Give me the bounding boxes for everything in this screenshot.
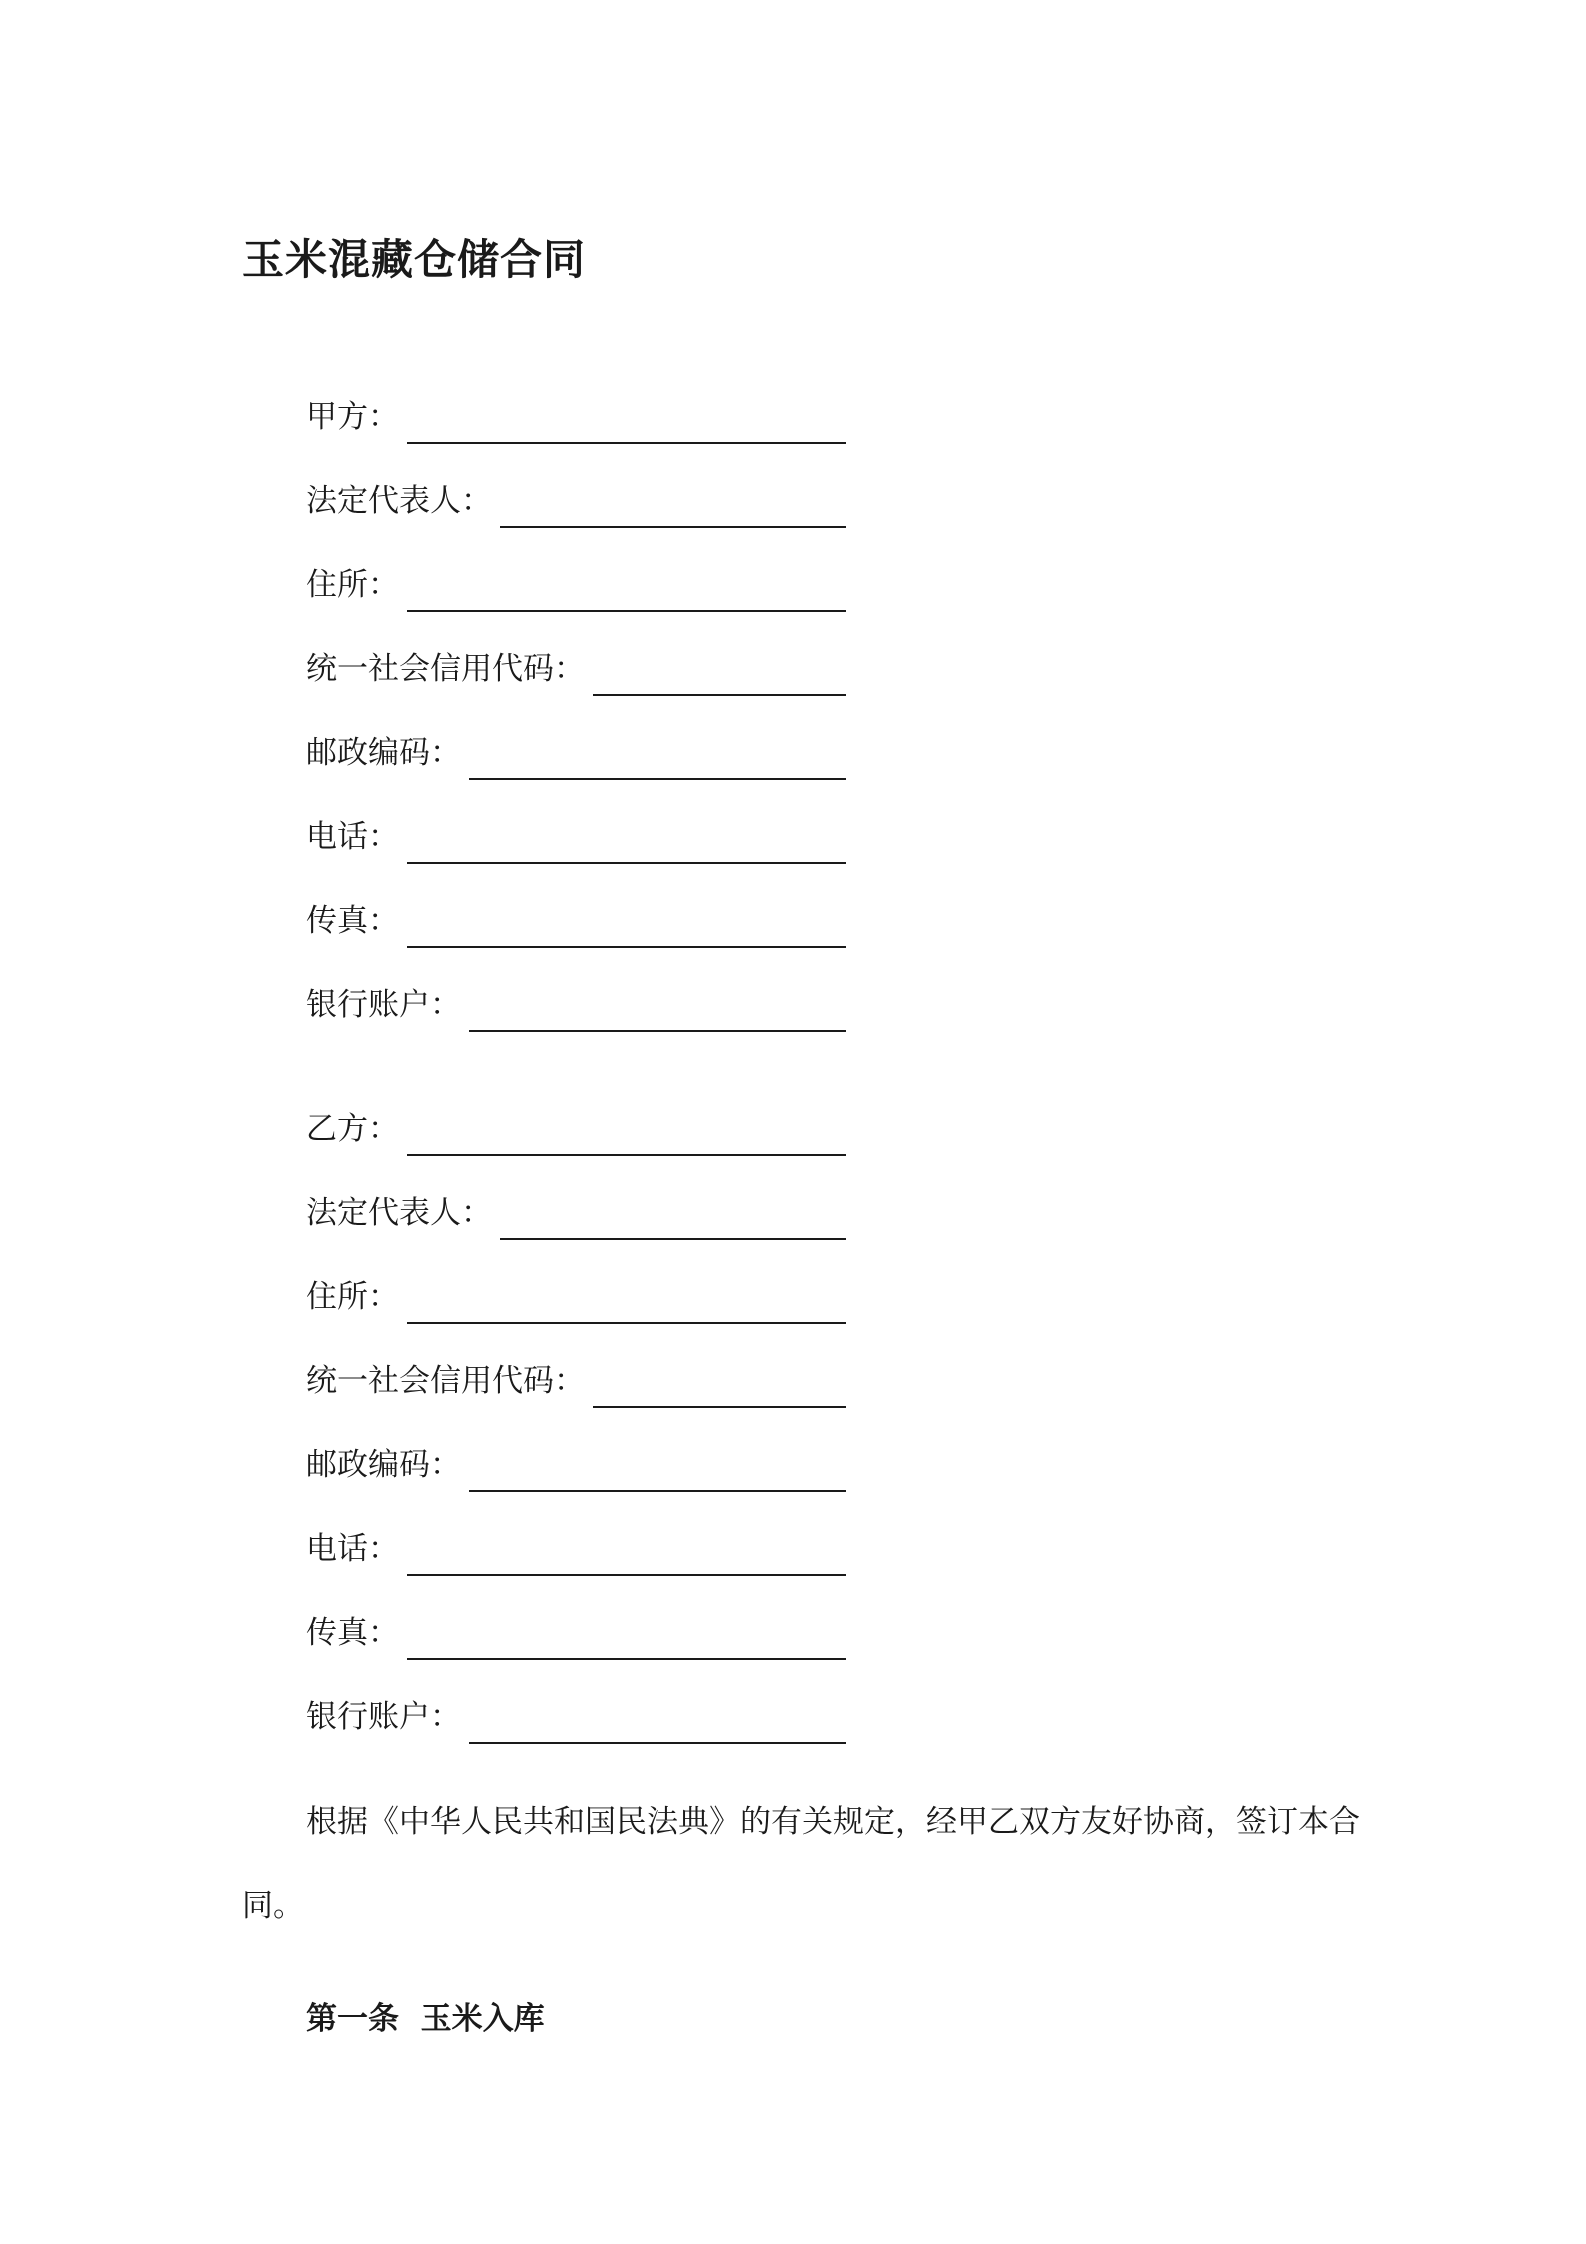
party-b-postal-code-label: 邮政编码：: [306, 1447, 461, 1483]
party-a-postal-code-row: [306, 696, 846, 780]
party-a-name-label: 甲方：: [306, 399, 399, 435]
party-b-section: [306, 1072, 846, 1744]
party-b-phone-label: 电话：: [306, 1531, 399, 1567]
party-a-bank-account-row: [306, 948, 846, 1032]
party-a-phone-blank[interactable]: [407, 816, 846, 864]
article-1-heading: 第一条 玉米入库: [306, 2001, 545, 2037]
party-a-name-blank[interactable]: [407, 396, 846, 444]
party-a-credit-code-row: [306, 612, 846, 696]
party-b-phone-row: [306, 1492, 846, 1576]
party-b-postal-code-row: [306, 1408, 846, 1492]
party-b-name-blank[interactable]: [407, 1108, 846, 1156]
party-b-fax-label: 传真：: [306, 1615, 399, 1651]
party-a-phone-label: 电话：: [306, 819, 399, 855]
party-b-legal-rep-row: [306, 1156, 846, 1240]
party-a-fax-label: 传真：: [306, 903, 399, 939]
party-b-name-label: 乙方：: [306, 1111, 399, 1147]
party-a-address-label: 住所：: [306, 567, 399, 603]
party-a-postal-code-blank[interactable]: [469, 732, 846, 780]
party-a-address-row: [306, 528, 846, 612]
party-a-legal-rep-row: [306, 444, 846, 528]
party-a-bank-account-label: 银行账户：: [306, 987, 461, 1023]
party-b-credit-code-label: 统一社会信用代码：: [306, 1363, 585, 1399]
party-a-address-blank[interactable]: [407, 564, 846, 612]
party-b-legal-rep-label: 法定代表人：: [306, 1195, 492, 1231]
party-a-phone-row: [306, 780, 846, 864]
party-b-credit-code-blank[interactable]: [593, 1360, 846, 1408]
party-a-fax-blank[interactable]: [407, 900, 846, 948]
party-a-name-row: [306, 360, 846, 444]
party-a-credit-code-label: 统一社会信用代码：: [306, 651, 585, 687]
party-a-bank-account-blank[interactable]: [469, 984, 846, 1032]
document-title: 玉米混藏仓储合同: [242, 235, 587, 284]
party-a-fax-row: [306, 864, 846, 948]
party-b-bank-account-label: 银行账户：: [306, 1699, 461, 1735]
party-b-credit-code-row: [306, 1324, 846, 1408]
party-b-address-blank[interactable]: [407, 1276, 846, 1324]
party-b-address-row: [306, 1240, 846, 1324]
party-a-legal-rep-blank[interactable]: [500, 480, 846, 528]
party-a-postal-code-label: 邮政编码：: [306, 735, 461, 771]
intro-paragraph: 根据《中华人民共和国民法典》的有关规定，经甲乙双方友好协商，签订本合同。: [242, 1804, 1360, 1924]
party-b-postal-code-blank[interactable]: [469, 1444, 846, 1492]
party-b-address-label: 住所：: [306, 1279, 399, 1315]
party-b-fax-blank[interactable]: [407, 1612, 846, 1660]
party-b-bank-account-blank[interactable]: [469, 1696, 846, 1744]
party-a-legal-rep-label: 法定代表人：: [306, 483, 492, 519]
party-b-bank-account-row: [306, 1660, 846, 1744]
party-b-legal-rep-blank[interactable]: [500, 1192, 846, 1240]
party-b-fax-row: [306, 1576, 846, 1660]
party-a-section: [306, 360, 846, 1032]
party-b-phone-blank[interactable]: [407, 1528, 846, 1576]
party-b-name-row: [306, 1072, 846, 1156]
party-a-credit-code-blank[interactable]: [593, 648, 846, 696]
